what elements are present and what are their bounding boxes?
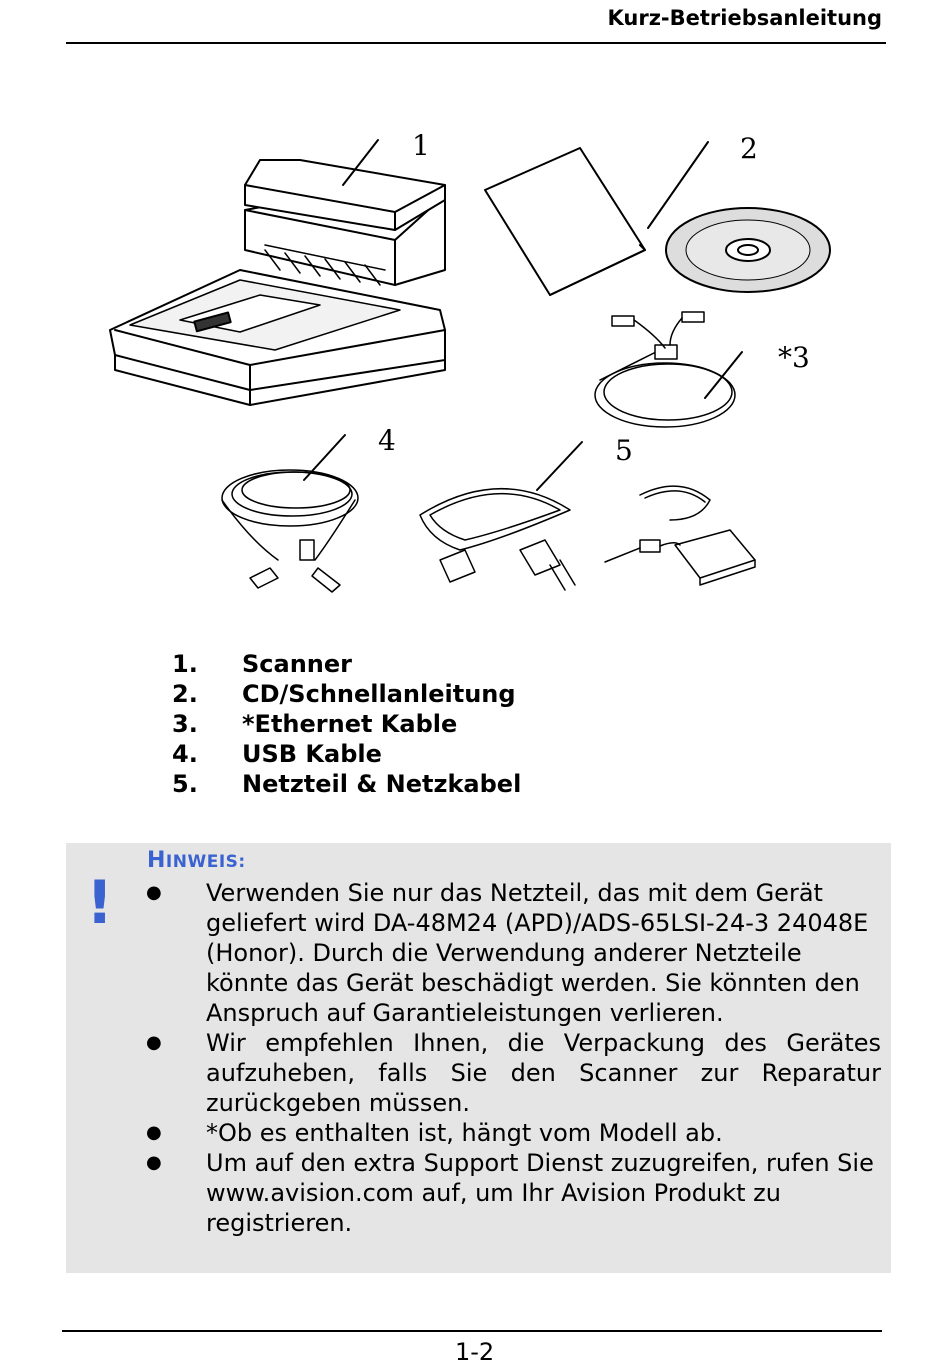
cd-illustration [666, 208, 830, 292]
header-divider [66, 42, 886, 44]
list-item-label: CD/Schnellanleitung [242, 680, 516, 708]
callout-5: 5 [615, 434, 633, 467]
usb-cable-illustration [222, 435, 358, 592]
callout-3: *3 [778, 341, 810, 374]
note-box [66, 843, 891, 1273]
list-item: ● Um auf den extra Support Dienst zuzugreifen, rufen Sie www.avision.com auf, um Ihr Avision Produkt zu registrieren. [146, 1149, 874, 1237]
list-item: 2. CD/Schnellanleitung [172, 680, 516, 708]
footer-divider [62, 1330, 882, 1332]
power-cord-illustration [420, 442, 582, 590]
ethernet-cable-illustration [595, 312, 742, 427]
list-item: 4. USB Kable [172, 740, 382, 768]
list-item: ● *Ob es enthalten ist, hängt vom Modell ab. [146, 1119, 723, 1147]
page-number: 1-2 [455, 1338, 495, 1366]
package-contents-figure [100, 120, 860, 610]
power-adapter-illustration [605, 486, 755, 585]
list-item-label: Netzteil & Netzkabel [242, 770, 522, 798]
bullet-icon: ● [146, 882, 162, 903]
callout-4: 4 [378, 424, 396, 457]
list-item: ● Verwenden Sie nur das Netzteil, das mit dem Gerät geliefert wird DA-48M24 (APD)/ADS-65LSI-24-3 24048E (Honor). Durch die Verwendung anderer Netzteile könnte das Gerät beschädigt werden. Sie könnten den Anspruch auf Garantieleistungen verlieren. [146, 879, 869, 1027]
scanner-illustration [110, 140, 445, 405]
exclamation-icon: ! [86, 868, 114, 938]
list-item: 1. Scanner [172, 650, 352, 678]
note-list [146, 878, 881, 1238]
list-item-label: *Ethernet Kable [242, 710, 458, 738]
page-header-title: Kurz-Betriebsanleitung [607, 6, 882, 30]
list-item: ● Wir empfehlen Ihnen, die Verpackung des Gerätes aufzuheben, falls Sie den Scanner zur Reparatur zurückgeben müssen. [146, 1029, 881, 1117]
bullet-icon: ● [146, 1152, 162, 1173]
list-item-label: Scanner [242, 650, 352, 678]
list-item-label: USB Kable [242, 740, 382, 768]
parts-list [172, 650, 521, 800]
booklet-illustration [485, 142, 708, 295]
bullet-icon: ● [146, 1032, 162, 1053]
list-item: 3. *Ethernet Kable [172, 710, 458, 738]
list-item: 5. Netzteil & Netzkabel [172, 770, 522, 798]
note-heading: HINWEIS: [147, 848, 246, 873]
bullet-icon: ● [146, 1122, 162, 1143]
callout-1: 1 [412, 129, 430, 162]
callout-2: 2 [740, 132, 758, 165]
